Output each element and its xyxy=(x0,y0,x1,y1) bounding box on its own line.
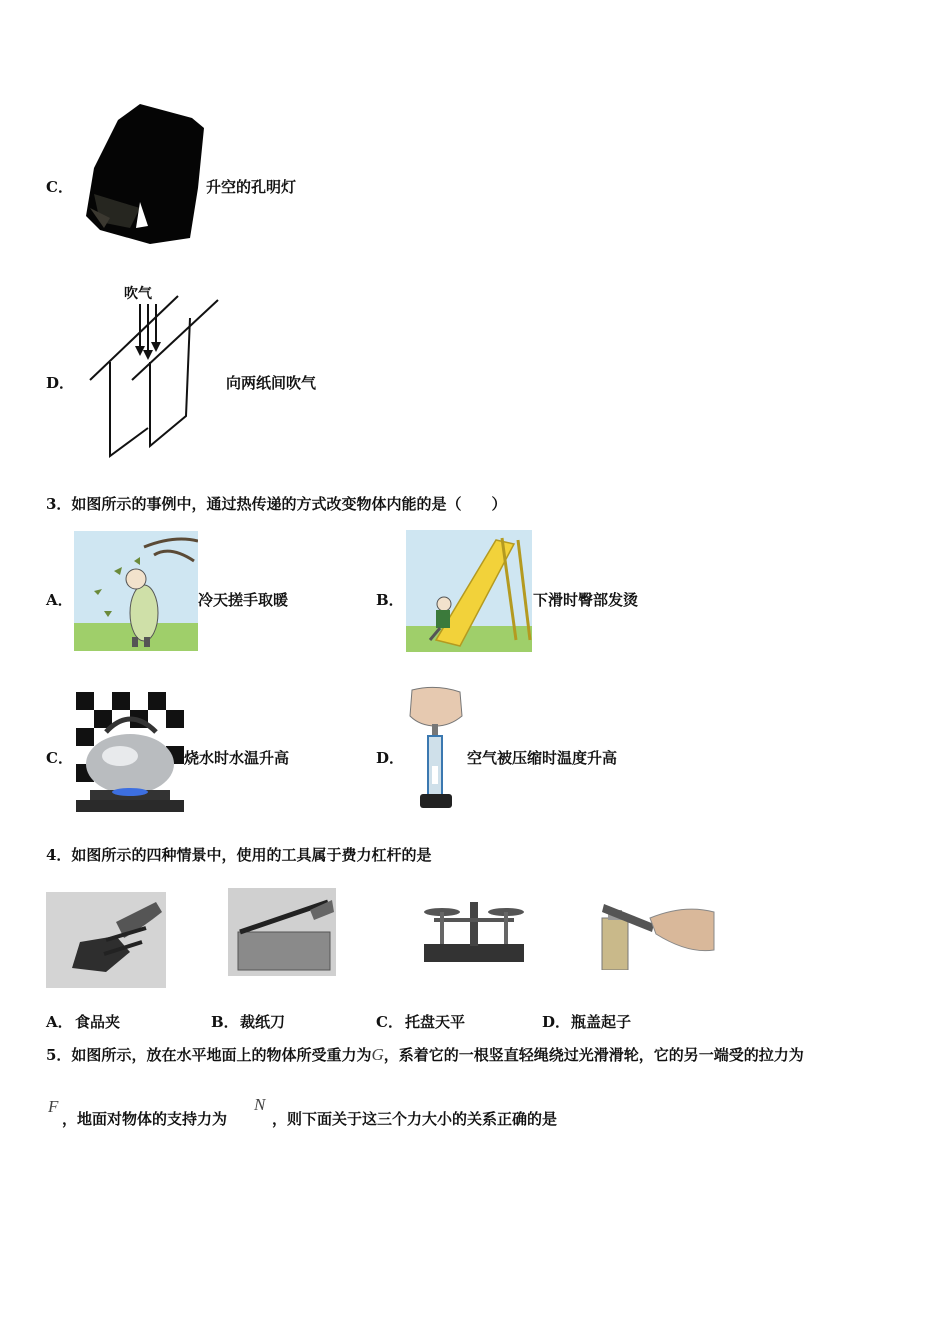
q5-line-1-start: 5．如图所示，放在水平地面上的物体所受重力为 xyxy=(46,1046,372,1064)
q5-line-2-start: ，地面对物体的支持力为 xyxy=(62,1110,228,1128)
q4-option-d-letter: D． xyxy=(542,1013,571,1031)
q5-line-2-end: ，则下面关于这三个力大小的关系正确的是 xyxy=(272,1110,558,1128)
q4-option-c-letter: C． xyxy=(376,1013,403,1031)
option-c-letter: C． xyxy=(46,178,73,196)
bottle-opener-image xyxy=(584,894,716,970)
food-tongs-image xyxy=(46,892,166,988)
q4-stem: 4．如图所示的四种情景中，使用的工具属于费力杠杆的是 xyxy=(46,846,432,864)
option-d-text: 向两纸间吹气 xyxy=(226,374,317,392)
q3-option-a-text: 冷天搓手取暖 xyxy=(198,591,289,609)
q4-option-a-letter: A． xyxy=(46,1013,73,1031)
blow-label: 吹气 xyxy=(124,286,152,302)
balance-scale-image xyxy=(416,890,532,970)
q3-option-b-letter: B． xyxy=(376,591,404,609)
q4-option-b-text: 裁纸刀 xyxy=(240,1013,286,1031)
q3-option-b-text: 下滑时臀部发烫 xyxy=(533,591,639,609)
symbol-n: N xyxy=(254,1095,266,1114)
option-c-text: 升空的孔明灯 xyxy=(206,178,297,196)
q3-option-d-text: 空气被压缩时温度升高 xyxy=(467,749,618,767)
q4-option-c-text: 托盘天平 xyxy=(405,1013,466,1031)
symbol-f: F xyxy=(48,1097,59,1116)
slide-image xyxy=(406,530,532,652)
kettle-image xyxy=(76,692,184,812)
q3-option-a-letter: A． xyxy=(46,591,73,609)
q3-option-c-letter: C． xyxy=(46,749,73,767)
q4-option-a-text: 食品夹 xyxy=(75,1013,121,1031)
blow-papers-diagram xyxy=(86,280,226,462)
q4-option-d-text: 瓶盖起子 xyxy=(571,1013,632,1031)
q5-line-1-end: ，系着它的一根竖直轻绳绕过光滑滑轮，它的另一端受的拉力为 xyxy=(383,1046,804,1064)
air-pump-image xyxy=(406,686,466,812)
q3-option-d-letter: D． xyxy=(376,749,405,767)
kongming-lantern-image xyxy=(80,98,206,246)
q5-line-1 xyxy=(46,1045,804,1065)
option-d-letter: D． xyxy=(46,374,75,392)
paper-cutter-image xyxy=(228,888,336,976)
q3-option-c-text: 烧水时水温升高 xyxy=(184,749,290,767)
q4-option-b-letter: B． xyxy=(211,1013,239,1031)
rubbing-hands-image xyxy=(74,531,198,651)
symbol-g: G xyxy=(371,1045,384,1064)
q3-stem: 3．如图所示的事例中，通过热传递的方式改变物体内能的是（ ） xyxy=(46,495,507,513)
